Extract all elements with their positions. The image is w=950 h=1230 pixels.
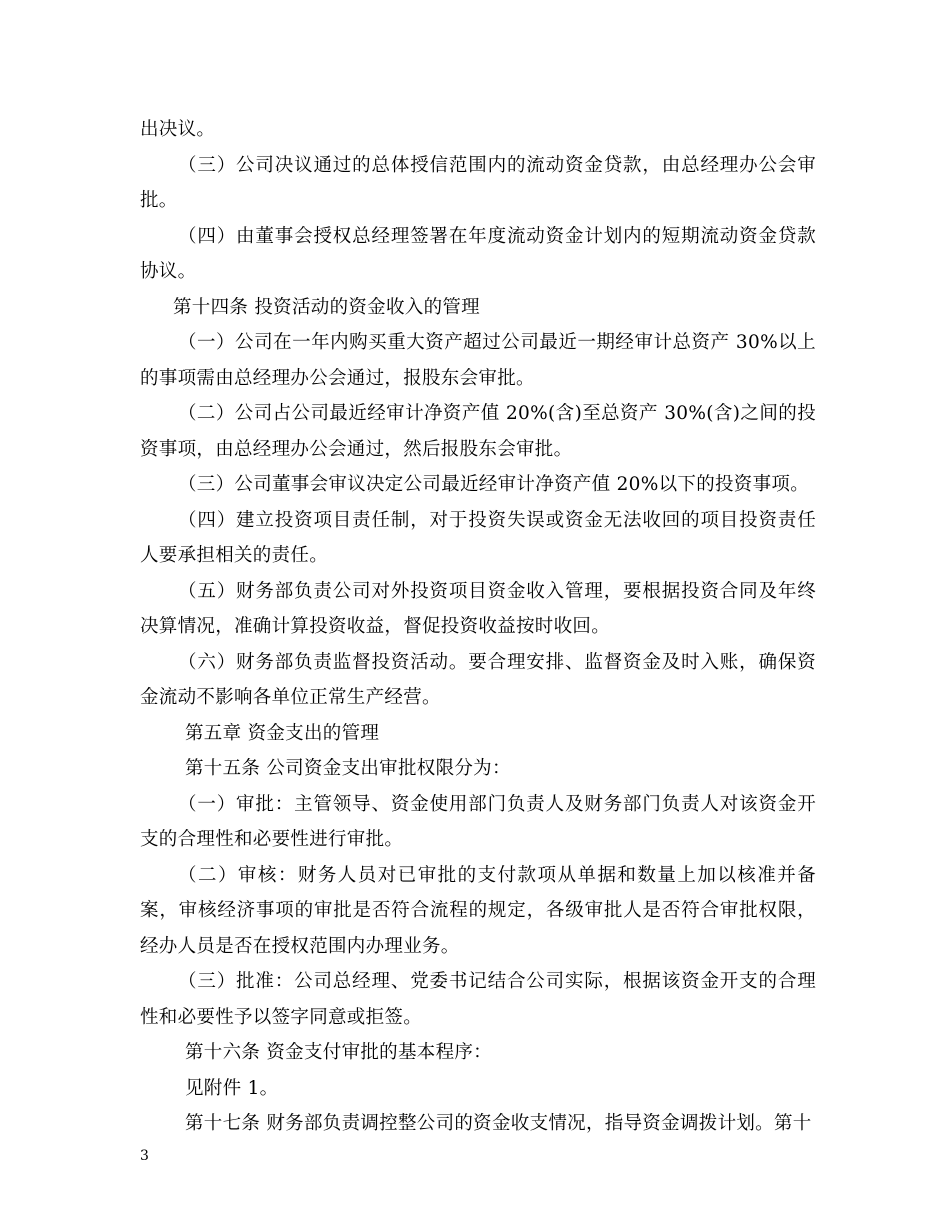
paragraph: （四）建立投资项目责任制，对于投资失误或资金无法收回的项目投资责任人要承担相关的责任。	[140, 509, 816, 566]
paragraph: （五）财务部负责公司对外投资项目资金收入管理，要根据投资合同及年终决算情况，准确计算投资收益，督促投资收益按时收回。	[140, 580, 816, 637]
chapter-heading: 第五章 资金支出的管理	[185, 722, 380, 744]
paragraph: 见附件 1。	[185, 1077, 279, 1099]
paragraph: （三）公司董事会审议决定公司最近经审计净资产值 20%以下的投资事项。	[178, 474, 810, 495]
paragraph: （三）批准：公司总经理、党委书记结合公司实际，根据该资金开支的合理性和必要性予以签字同意或拒签。	[140, 971, 816, 1028]
paragraph: （二）公司占公司最近经审计净资产值 20%(含)至总资产 30%(含)之间的投资事项，由总经理办公会通过，然后报股东会审批。	[140, 403, 816, 460]
paragraph: （一）审批：主管领导、资金使用部门负责人及财务部门负责人对该资金开支的合理性和必要性进行审批。	[140, 793, 816, 850]
section-heading: 第十四条 投资活动的资金收入的管理	[173, 296, 480, 318]
paragraph: （二）审核：财务人员对已审批的支付款项从单据和数量上加以核准并备案，审核经济事项的审批是否符合流程的规定，各级审批人是否符合审批权限，经办人员是否在授权范围内办理业务。	[140, 864, 816, 957]
page-number: 3	[140, 1148, 149, 1164]
paragraph: （一）公司在一年内购买重大资产超过公司最近一期经审计总资产 30%以上的事项需由总经理办公会通过，报股东会审批。	[140, 332, 816, 389]
section-heading: 第十七条 财务部负责调控整公司的资金收支情况，指导资金调拨计划。第十	[185, 1113, 812, 1134]
section-heading: 第十五条 公司资金支出审批权限分为：	[185, 758, 511, 779]
paragraph: （三）公司决议通过的总体授信范围内的流动资金贷款，由总经理办公会审批。	[140, 154, 816, 211]
section-heading: 第十六条 资金支付审批的基本程序：	[185, 1042, 492, 1063]
document-body	[140, 112, 816, 1142]
paragraph: （六）财务部负责监督投资活动。要合理安排、监督资金及时入账，确保资金流动不影响各单位正常生产经营。	[140, 651, 816, 708]
paragraph: （四）由董事会授权总经理签署在年度流动资金计划内的短期流动资金贷款协议。	[140, 225, 816, 282]
paragraph: 出决议。	[140, 119, 216, 140]
